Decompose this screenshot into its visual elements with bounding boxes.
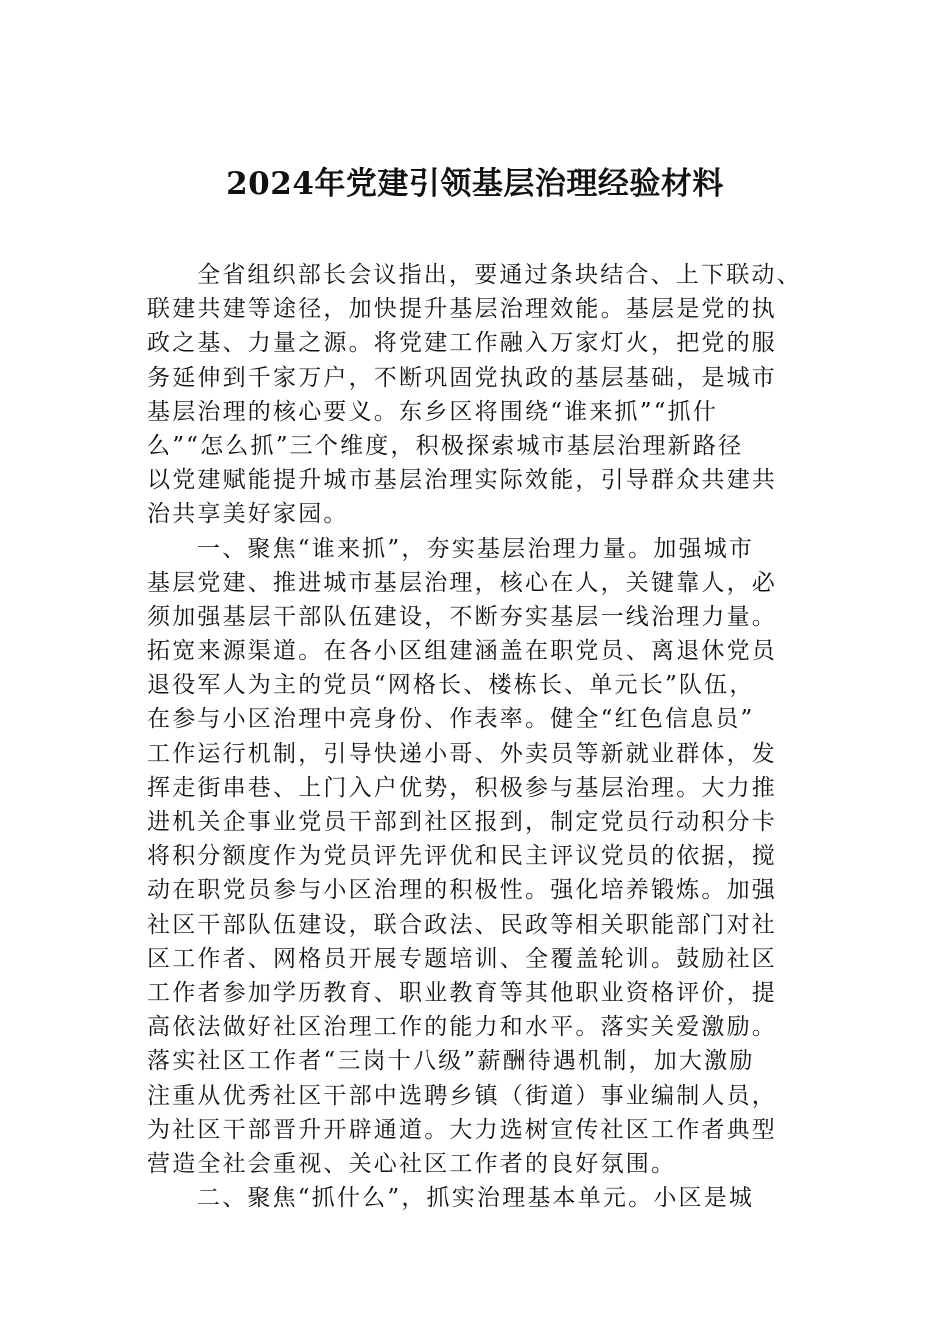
paragraph-line: 高依法做好社区治理工作的能力和水平。落实关爱激励。 [147,1014,777,1041]
paragraph-line: 区工作者、网格员开展专题培训、全覆盖轮训。鼓励社区 [147,945,777,972]
paragraph-line: 工作运行机制，引导快递小哥、外卖员等新就业群体，发 [147,740,777,767]
paragraph-line: 在参与小区治理中亮身份、作表率。健全“红色信息员” [147,706,755,733]
paragraph-line: 基层治理的核心要义。东乡区将围绕“谁来抓”“抓什 [147,398,719,425]
paragraph-line: 务延伸到千家万户，不断巩固党执政的基层基础，是城市 [147,364,777,391]
paragraph-line: 营造全社会重视、关心社区工作者的良好氛围。 [147,1150,677,1177]
paragraph-line: 政之基、力量之源。将党建工作融入万家灯火，把党的服 [147,330,777,357]
paragraph-line: 为社区干部晋升开辟通道。大力选树宣传社区工作者典型 [147,1116,777,1143]
paragraph-line: 动在职党员参与小区治理的积极性。强化培养锻炼。加强 [147,877,777,904]
paragraph-line: 挥走街串巷、上门入户优势，积极参与基层治理。大力推 [147,774,777,801]
paragraph-line: 进机关企事业党员干部到社区报到，制定党员行动积分卡 [147,809,777,835]
document-body [147,258,807,1215]
paragraph-line: 么”“怎么抓”三个维度，积极探索城市基层治理新路径 [147,432,744,459]
paragraph-line: 以党建赋能提升城市基层治理实际效能，引导群众共建共 [147,467,777,494]
paragraph-line: 社区干部队伍建设，联合政法、民政等相关职能部门对社 [147,911,777,938]
paragraph-line: 退役军人为主的党员“网格长、楼栋长、单元长”队伍， [147,672,755,699]
paragraph-line: 拓宽来源渠道。在各小区组建涵盖在职党员、离退休党员 [147,638,777,665]
paragraph-line: 全省组织部长会议指出，要通过条块结合、上下联动、 [197,262,802,288]
paragraph-line: 联建共建等途径，加快提升基层治理效能。基层是党的执 [147,296,777,323]
paragraph-line: 注重从优秀社区干部中选聘乡镇（街道）事业编制人员， [147,1082,777,1109]
paragraph-line: 落实社区工作者“三岗十八级”薪酬待遇机制，加大激励 [147,1048,755,1075]
document-title: 2024年党建引领基层治理经验材料 [226,166,724,202]
paragraph-line: 二、聚焦“抓什么”，抓实治理基本单元。小区是城 [197,1185,755,1212]
paragraph-line: 一、聚焦“谁来抓”，夯实基层治理力量。加强城市 [197,535,755,562]
paragraph-line: 基层党建、推进城市基层治理，核心在人，关键靠人，必 [147,569,777,596]
paragraph-line: 工作者参加学历教育、职业教育等其他职业资格评价，提 [147,979,777,1006]
paragraph-line: 将积分额度作为党员评先评优和民主评议党员的依据，搅 [147,843,777,870]
paragraph-line: 治共享美好家园。 [147,501,349,528]
paragraph-line: 须加强基层干部队伍建设，不断夯实基层一线治理力量。 [147,603,777,630]
